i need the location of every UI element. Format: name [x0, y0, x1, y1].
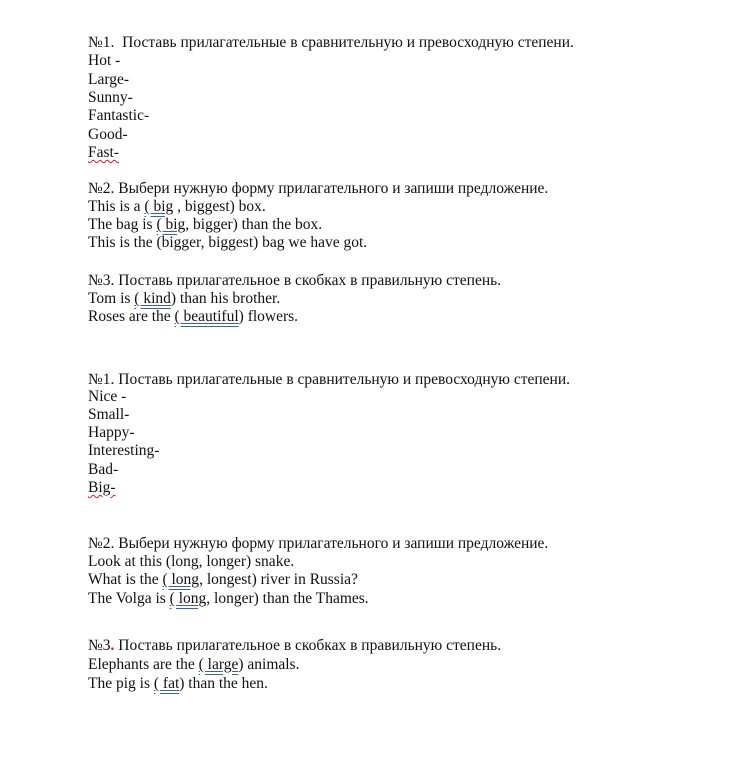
text: , biggest) box.	[173, 198, 266, 215]
text: Elephants are the	[88, 656, 199, 673]
v2-task1-item: Interesting-	[88, 442, 160, 459]
text: , longest) river in Russia?	[199, 571, 358, 588]
v2-task2-line	[88, 590, 369, 608]
text: Look at this (long, longer) snake.	[88, 553, 295, 570]
text: This is the (bigger, biggest) bag we have got.	[88, 234, 368, 251]
text: Tom is	[88, 290, 135, 307]
underlined-text: ( fat	[153, 675, 180, 692]
text: The Volga is	[88, 590, 170, 607]
underlined-text: ( long	[162, 571, 200, 588]
v1-task2-line	[88, 234, 367, 252]
v1-task1-item: Hot -	[88, 52, 121, 69]
v1-task2-line	[88, 198, 266, 216]
text: ) flowers.	[238, 308, 299, 325]
underlined-text: ( beautiful	[174, 308, 239, 325]
v1-task1-item: Good-	[88, 126, 128, 143]
text: ) animals.	[238, 656, 300, 673]
text: , longer) than the Thames.	[206, 590, 369, 607]
text: The bag is	[88, 216, 157, 233]
text: Roses are the	[88, 308, 175, 325]
v1-task2-line	[88, 216, 322, 234]
v2-task1-item: Happy-	[88, 424, 135, 441]
v1-task3-line	[88, 308, 298, 326]
underlined-text: ( big	[144, 198, 174, 215]
text: What is the	[88, 571, 163, 588]
text: The pig is	[88, 675, 154, 692]
v1-task3-title: №3. Поставь прилагательное в скобках в правильную степень.	[88, 272, 502, 289]
v2-task3-line	[88, 675, 268, 693]
v1-task2-title: №2. Выбери нужную форму прилагательного и запиши предложение.	[88, 180, 549, 197]
v1-task1-title: №1. Поставь прилагательные в сравнительную и превосходную степени.	[88, 34, 574, 51]
v1-task1-item: Large-	[88, 71, 130, 88]
red-dot: .	[110, 637, 115, 654]
task-text: Поставь прилагательное в скобках в правильную степень.	[114, 637, 502, 654]
v1-task3-line	[88, 290, 280, 308]
v1-task1-item-misspelled: Fast-	[88, 144, 119, 161]
underlined-text: ( big	[156, 216, 186, 233]
v2-task3-line	[88, 656, 299, 674]
text: This is a	[88, 198, 145, 215]
v2-task1-item-misspelled: Big-	[88, 479, 116, 496]
v2-task3-title	[88, 637, 501, 655]
v2-task2-title: №2. Выбери нужную форму прилагательного и запиши предложение.	[88, 535, 549, 552]
text: , bigger) than the box.	[185, 216, 323, 233]
v2-task1-item: Bad-	[88, 461, 119, 478]
v2-task2-line	[88, 553, 294, 571]
text: ) than his brother.	[170, 290, 281, 307]
task-number: №3	[88, 637, 111, 654]
v2-task2-line	[88, 571, 358, 589]
underlined-text: ( long	[169, 590, 207, 607]
underlined-text: ( large	[198, 656, 239, 673]
v2-task1-item: Nice -	[88, 388, 127, 405]
v2-task1-item: Small-	[88, 406, 130, 423]
v1-task1-item: Fantastic-	[88, 107, 150, 124]
underlined-text: ( kind	[134, 290, 171, 307]
v2-task1-title: №1. Поставь прилагательные в сравнительную и превосходную степени.	[88, 371, 571, 388]
v1-task1-item: Sunny-	[88, 89, 133, 106]
text: ) than the hen.	[179, 675, 268, 692]
